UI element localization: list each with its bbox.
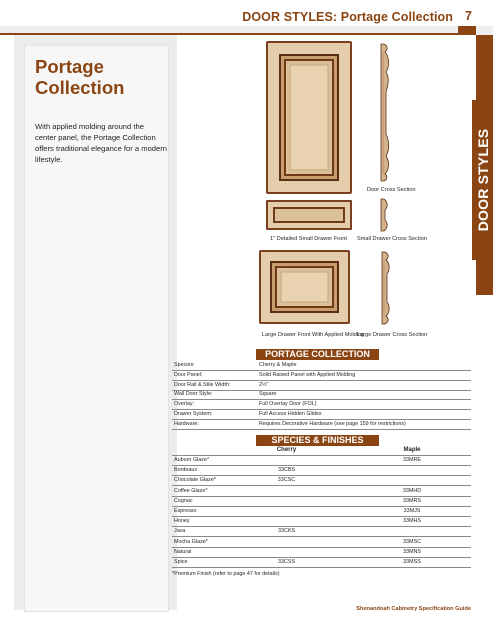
finish-name: Espresso: [174, 508, 197, 514]
finish-row: [172, 517, 471, 527]
side-tab-label: DOOR STYLES: [474, 128, 491, 232]
spec-label: Wall Door Style:: [174, 391, 213, 398]
finish-row: [172, 466, 471, 476]
door-cross-section-image: [374, 42, 400, 182]
finish-name: Auburn Glaze*: [174, 457, 210, 463]
finish-name: Cognac: [174, 497, 193, 504]
finishes-title: SPECIES & FINISHES: [256, 435, 379, 446]
spec-row: [172, 420, 471, 430]
finish-maple-code: 33MHS: [403, 518, 421, 525]
spec-row: [172, 400, 471, 410]
col-maple: Maple: [403, 447, 421, 453]
finish-row: [172, 538, 471, 548]
collection-title-line1: Portage: [35, 56, 104, 77]
small-drawer-front-caption: 1" Detailed Small Drawer Front: [270, 236, 347, 242]
finish-name: Chocolate Glaze*: [174, 477, 216, 484]
spec-value: 2½": [259, 381, 269, 388]
large-drawer-cross-section-caption: Large Drawer Cross Section: [357, 332, 428, 338]
page-title: DOOR STYLES: Portage Collection: [242, 10, 453, 24]
large-drawer-front-image: [258, 249, 351, 325]
spec-value: Requires Decorative Hardware (see page 159 for restrictions): [259, 420, 406, 427]
finish-name: Spice: [174, 559, 188, 565]
large-drawer-cross-section-image: [376, 250, 400, 326]
finish-maple-code: 33MNS: [403, 548, 421, 555]
finishes-header-row: [172, 446, 471, 456]
header-page-marker: [458, 26, 476, 35]
side-tab-label-box[interactable]: [472, 100, 493, 260]
finish-row: [172, 456, 471, 466]
finish-name: Honey: [174, 518, 190, 525]
finish-maple-code: 33MHD: [402, 487, 422, 494]
spec-row: [172, 381, 471, 391]
finish-maple-code: 33MRS: [403, 497, 421, 504]
finish-cherry-code: 33CKS: [277, 528, 296, 535]
finish-maple-code: 33MSC: [403, 538, 421, 545]
spec-label: Species:: [174, 362, 195, 368]
specs-title: PORTAGE COLLECTION: [256, 349, 379, 360]
small-drawer-cross-section-image: [376, 197, 396, 233]
finish-name: Coffee Glaze*: [174, 487, 208, 494]
col-cherry: Cherry: [276, 447, 297, 453]
finish-row: [172, 487, 471, 497]
finish-row: [172, 527, 471, 537]
finish-cherry-code: 33CSC: [277, 477, 296, 484]
finish-name: Java: [174, 528, 186, 535]
door-cross-section-caption: Door Cross Section: [367, 187, 416, 193]
collection-title-line2: Collection: [35, 77, 125, 98]
small-drawer-front-image: [265, 199, 353, 231]
finish-name: Mocha Glaze*: [174, 538, 208, 545]
finish-row: [172, 548, 471, 558]
collection-title: [35, 56, 124, 98]
spec-label: Door Rail & Stile Width:: [174, 381, 231, 388]
spec-label: Hardware:: [174, 420, 199, 427]
door-image: [265, 40, 353, 195]
spec-row: [172, 371, 471, 381]
spec-label: Door Panel:: [174, 371, 203, 378]
spec-value: Full Access Hidden Glides: [259, 411, 322, 417]
finish-cherry-code: 33CBS: [277, 467, 296, 474]
finish-cherry-code: 33CSS: [277, 559, 296, 565]
footnote: *Premium Finish (refer to page 47 for details): [172, 571, 280, 577]
finish-maple-code: 33MJS: [403, 508, 421, 514]
page-number: 7: [465, 9, 472, 23]
collection-description: With applied molding around the center panel, the Portage Collection offers traditional elegance for a modern lifestyle.: [35, 122, 167, 164]
spec-value: Solid Raised Panel with Applied Molding: [259, 371, 356, 378]
spec-row: [172, 361, 471, 371]
small-drawer-cross-section-caption: Small Drawer Cross Section: [357, 236, 427, 242]
spec-value: Square: [259, 391, 277, 398]
spec-label: Overlay:: [174, 401, 195, 408]
finish-name: Natural: [174, 548, 192, 555]
finish-row: [172, 497, 471, 507]
footer: Shenandoah Cabinetry Specification Guide: [356, 606, 471, 612]
spec-label: Drawer System:: [174, 411, 213, 417]
finish-row: [172, 476, 471, 486]
large-drawer-front-caption: Large Drawer Front With Applied Molding: [262, 332, 365, 338]
spec-value: Cherry & Maple: [259, 362, 297, 368]
finish-row: [172, 558, 471, 568]
finish-maple-code: 33MRE: [403, 457, 421, 463]
finish-maple-code: 33MSS: [403, 559, 421, 565]
spec-value: Full Overlay Door (FOL): [259, 401, 317, 408]
spec-row: [172, 410, 471, 420]
spec-row: [172, 390, 471, 400]
finish-name: Bordeaux: [174, 467, 198, 474]
finish-row: [172, 507, 471, 517]
